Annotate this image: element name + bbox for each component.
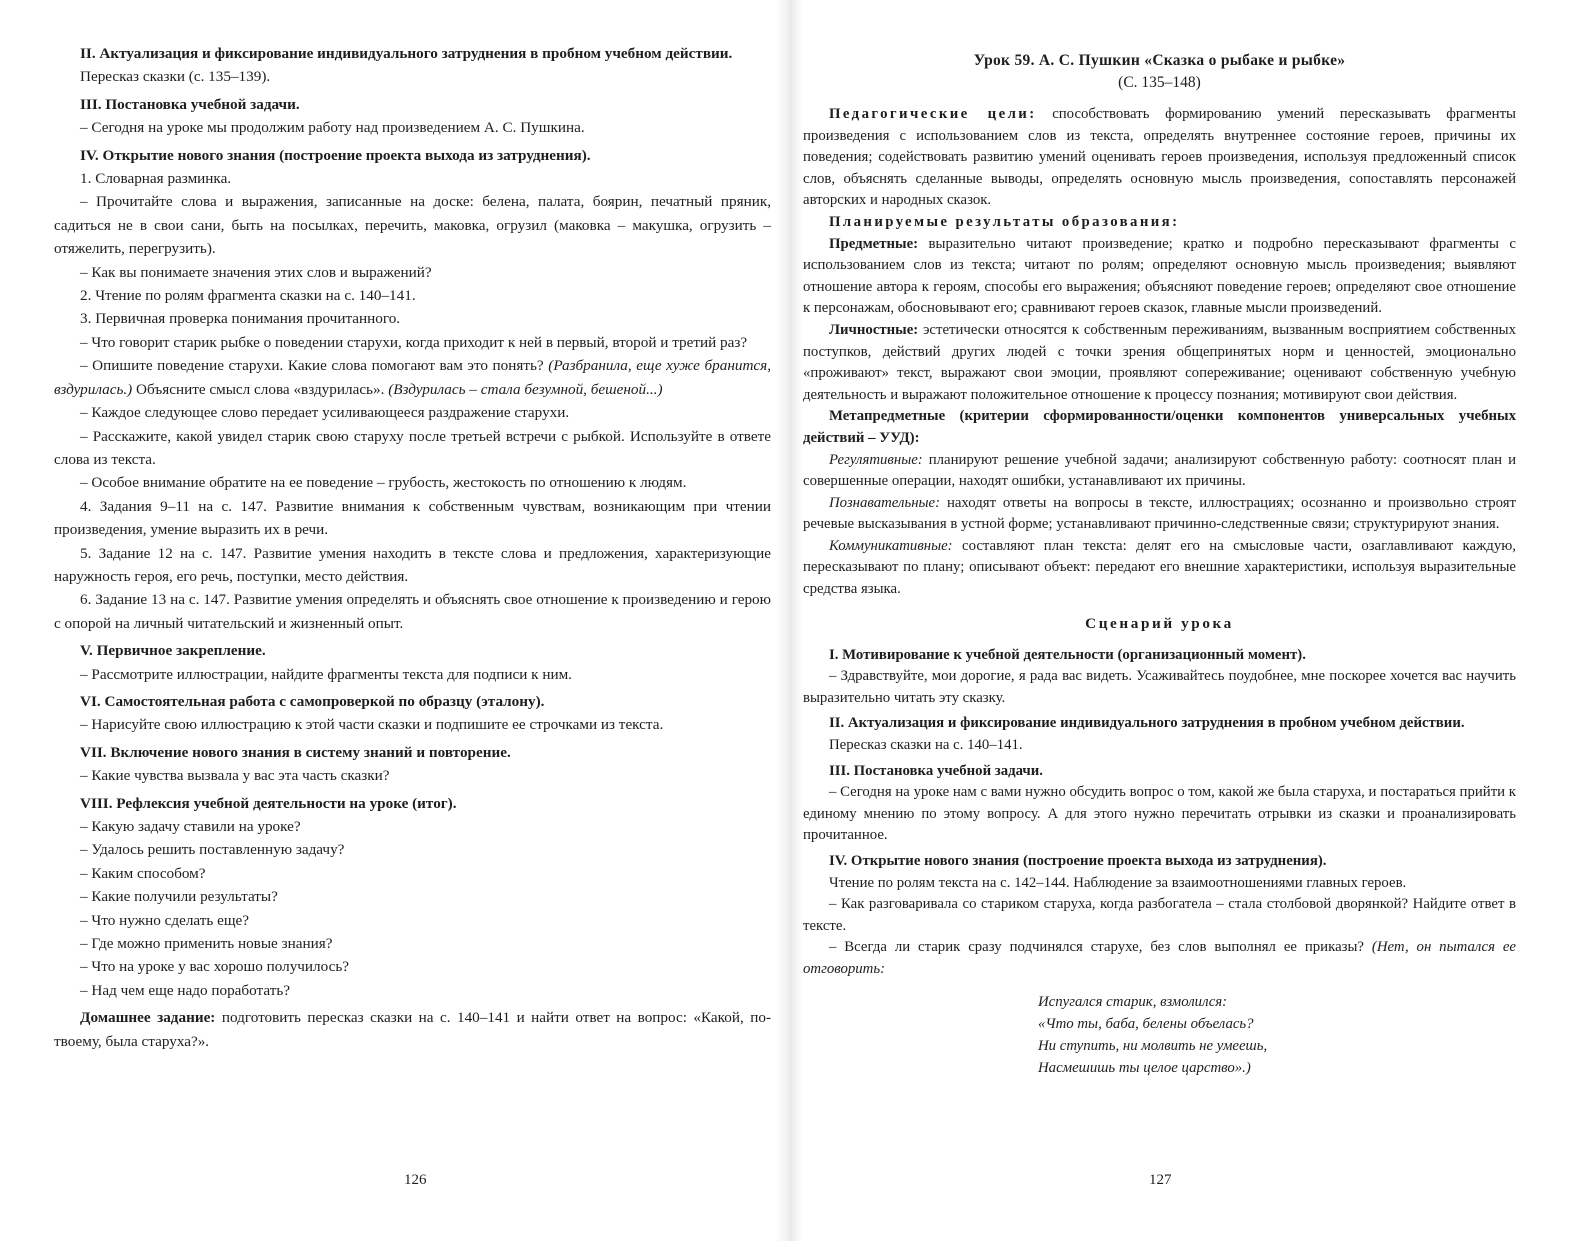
lesson-pages: (С. 135–148): [1118, 74, 1201, 91]
paragraph: [54, 354, 771, 401]
text-run: составляют план текста: делят его на смысловые части, озаглавливают каждую, пересказывают по плану; описывают объект: передают его внешние характеристики, используя выразительные средства языка.: [803, 537, 1516, 598]
text-run: выразительно читают произведение; кратко и подробно пересказывают фрагменты с использованием слов из текста; читают по ролям; определяют основную мысль произведения; выявляют отношение автора к героям, способы его выражения; объясняют поведение героев; определяют свое отношение к персонажам, обосновывают его; сравнивают героев сказок, главные мысли произведений.: [803, 235, 1516, 317]
text-run: способствовать формированию умений пересказывать фрагменты произведения с использованием слов из текста, определять внутреннее состояние героев, причины их поведения; содействовать развитию умений оценивать героев произведения, используя предложенный список слов, объяснять сделанные выводы, определять основную мысль произведения, сопоставлять персонажей авторских и народных сказок.: [803, 106, 1516, 209]
paragraph: – Как разговаривала со стариком старуха, когда разбогатела – стала столбовой дворянкой? Найдите ответ в тексте.: [803, 896, 1516, 934]
label: Предметные:: [829, 235, 919, 252]
section-heading: V. Первичное закрепление.: [80, 642, 266, 660]
paragraph: 6. Задание 13 на с. 147. Развитие умения определять и объяснять свое отношение к произведению и герою с опорой на личный читательский и жизненный опыт.: [54, 591, 771, 632]
section-heading: III. Постановка учебной задачи.: [829, 762, 1044, 779]
list-item: – Какие получили результаты?: [80, 888, 278, 906]
paragraph: 3. Первичная проверка понимания прочитанного.: [80, 310, 401, 328]
section-heading: VIII. Рефлексия учебной деятельности на уроке (итог).: [80, 794, 457, 812]
list-item: – Где можно применить новые знания?: [80, 935, 333, 953]
list-item: – Каким способом?: [80, 864, 206, 882]
lesson-title-text: Урок 59. А. С. Пушкин «Сказка о рыбаке и рыбке»: [973, 52, 1346, 69]
paragraph: [803, 937, 1516, 980]
scenario-heading: Сценарий урока: [1085, 614, 1234, 632]
paragraph: Чтение по ролям текста на с. 142–144. Наблюдение за взаимоотношениями главных героев.: [829, 874, 1407, 891]
paragraph: – Что говорит старик рыбке о поведении старухи, когда приходит к ней в первый, второй и третий раз?: [80, 333, 748, 351]
section-heading: I. Мотивирование к учебной деятельности (организационный момент).: [829, 646, 1306, 663]
text-run: планируют решение учебной задачи; анализируют собственную работу: соотносят план и совершенные операции, находят ошибки, устанавливают их причины.: [803, 451, 1516, 490]
poem-line: Насмешишь ты целое царство».): [1038, 1059, 1251, 1076]
paragraph: 5. Задание 12 на с. 147. Развитие умения находить в тексте слова и предложения, характеризующие наружность героя, его речь, поступки, место действия.: [54, 544, 771, 585]
paragraph: – Какие чувства вызвала у вас эта часть сказки?: [80, 767, 390, 785]
paragraph: – Особое внимание обратите на ее поведение – грубость, жестокость по отношению к людям.: [80, 474, 687, 492]
text-run: – Всегда ли старик сразу подчинялся старухе, без слов выполнял ее приказы?: [829, 939, 1364, 956]
list-item: – Что нужно сделать еще?: [80, 911, 250, 929]
label: Личностные:: [829, 321, 919, 338]
homework-paragraph: [54, 1006, 771, 1053]
text-run: Объясните смысл слова «вздурилась».: [136, 380, 385, 398]
section-heading: III. Постановка учебной задачи.: [80, 95, 300, 113]
section-heading: VI. Самостоятельная работа с самопроверкой по образцу (эталону).: [80, 692, 545, 710]
paragraph: Пересказ сказки на с. 140–141.: [829, 737, 1023, 754]
italic-text: (Разбранила, еще хуже бранится, вздурилась.): [54, 357, 772, 398]
paragraph: – Сегодня на уроке мы продолжим работу над произведением А. С. Пушкина.: [80, 119, 585, 137]
paragraph: [803, 406, 1516, 449]
italic-text: (Нет, он пытался ее отговорить:: [803, 939, 1516, 977]
list-item: – Над чем еще надо поработать?: [80, 981, 291, 999]
label: Регулятивные:: [829, 451, 923, 468]
text-run: – Опишите поведение старухи. Какие слова помогают вам это понять?: [80, 357, 544, 375]
page-number-right: 127: [1149, 1172, 1172, 1188]
paragraph: 2. Чтение по ролям фрагмента сказки на с. 140–141.: [80, 287, 416, 305]
list-item: – Какую задачу ставили на уроке?: [80, 818, 301, 835]
homework-text: подготовить пересказ сказки на с. 140–141 и найти ответ на вопрос: «Какой, по-твоему, была старуха?».: [54, 1009, 772, 1050]
section-heading: VII. Включение нового знания в систему знаний и повторение.: [80, 743, 511, 761]
paragraph: – Расскажите, какой увидел старик свою старуху после третьей встречи с рыбкой. Используйте в ответе слова из текста.: [54, 427, 771, 468]
poem-line: Ни ступить, ни молвить не умеешь,: [1038, 1037, 1268, 1054]
poem-quote: [1038, 991, 1516, 1079]
page-number-left: 126: [404, 1172, 427, 1188]
paragraph: – Рассмотрите иллюстрации, найдите фрагменты текста для подписи к ним.: [80, 665, 572, 683]
paragraph: – Как вы понимаете значения этих слов и выражений?: [80, 263, 432, 281]
section-heading: IV. Открытие нового знания (построение проекта выхода из затруднения).: [80, 146, 591, 164]
paragraph: [803, 450, 1516, 493]
right-page: [789, 0, 1578, 1241]
label: Педагогические цели:: [829, 106, 1037, 122]
paragraph: – Каждое следующее слово передает усиливающееся раздражение старухи.: [80, 404, 570, 422]
label: Познавательные:: [829, 494, 941, 511]
paragraph: – Сегодня на уроке нам с вами нужно обсудить вопрос о том, какой же была старуха, и постараться прийти к единому мнению по этому вопросу. А для этого нужно перечитать отрывки из сказки и проанализировать прочитанное.: [803, 784, 1516, 844]
paragraph: [803, 104, 1516, 212]
poem-line: Испугался старик, взмолился:: [1038, 993, 1228, 1010]
paragraph: [803, 212, 1516, 234]
poem-line: «Что ты, баба, белены объелась?: [1038, 1015, 1254, 1032]
section-heading: IV. Открытие нового знания (построение проекта выхода из затруднения).: [829, 853, 1327, 869]
paragraph: [803, 320, 1516, 406]
paragraph: 4. Задания 9–11 на с. 147. Развитие внимания к собственным чувствам, возникающим при чтении произведения, умение выразить их в речи.: [54, 497, 771, 539]
paragraph: [803, 493, 1516, 536]
label: Коммуникативные:: [829, 537, 953, 554]
homework-label: Домашнее задание:: [80, 1009, 216, 1027]
text-run: находят ответы на вопросы в тексте, иллюстрациях; осознанно и произвольно строят речевые высказывания в устной форме; устанавливают причинно-следственные связи; структурируют знания.: [803, 494, 1517, 533]
paragraph: – Нарисуйте свою иллюстрацию к этой части сказки и подпишите ее строчками из текста.: [80, 716, 664, 734]
section-heading: II. Актуализация и фиксирование индивидуального затруднения в пробном учебном действии.: [80, 45, 733, 62]
label: Планируемые результаты образования:: [829, 213, 1180, 230]
lesson-title: [803, 50, 1516, 72]
paragraph: [803, 234, 1516, 320]
list-item: – Удалось решить поставленную задачу?: [80, 841, 345, 859]
section-heading: II. Актуализация и фиксирование индивидуального затруднения в пробном учебном действии.: [829, 715, 1465, 732]
list-item: – Что на уроке у вас хорошо получилось?: [80, 958, 350, 976]
paragraph: – Прочитайте слова и выражения, записанные на доске: белена, палата, боярин, печатный пряник, садиться не в свои сани, быть на посылках, перечить, маковка, огрузил (маковка – макушка, огрузить – отяжелить, перегрузить).: [54, 193, 771, 258]
italic-text: (Вздурилась – стала безумной, бешеной...): [388, 380, 663, 398]
paragraph: – Здравствуйте, мои дорогие, я рада вас видеть. Усаживайтесь поудобнее, мне поскорее хочется вас научить выразительно читать эту сказку.: [803, 668, 1516, 706]
paragraph: [803, 536, 1516, 601]
paragraph: 1. Словарная разминка.: [80, 170, 232, 188]
label: Метапредметные (критерии сформированности/оценки компонентов универсальных учебных действий – УУД):: [803, 408, 1516, 446]
text-run: эстетически относятся к собственным переживаниям, вызванным восприятием собственных поступков, действий других людей с точки зрения общепринятых норм и ценностей, эмоционально «проживают» текст, выражают свои эмоции, проявляют сопереживание; оценивают собственную учебную деятельность и выражают положительное отношение к процессу познания; мотивируют свои действия.: [803, 321, 1516, 403]
paragraph: Пересказ сказки (с. 135–139).: [80, 68, 271, 86]
